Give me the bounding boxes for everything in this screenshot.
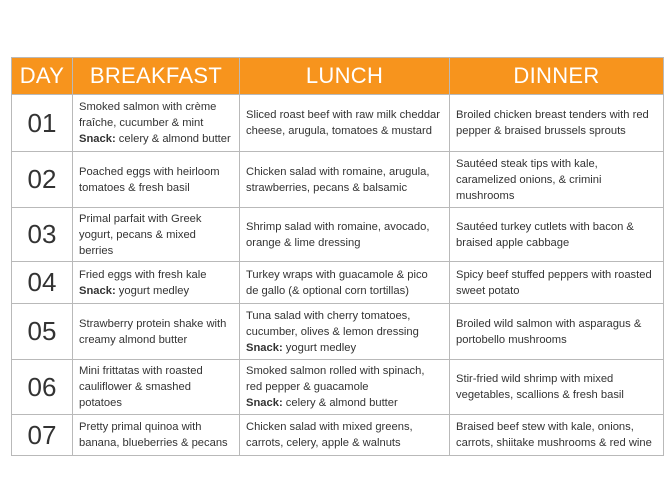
dinner-cell bbox=[450, 415, 664, 456]
dinner-text: Sautéed turkey cutlets with bacon & braised apple cabbage bbox=[456, 220, 634, 249]
lunch-cell bbox=[240, 360, 450, 415]
lunch-text: Turkey wraps with guacamole & pico de gallo (& optional corn tortillas) bbox=[246, 268, 428, 297]
lunch-text: Chicken salad with romaine, arugula, strawberries, pecans & balsamic bbox=[246, 165, 430, 194]
snack-text: celery & almond butter bbox=[118, 133, 231, 145]
dinner-text: Braised beef stew with kale, onions, carrots, shiitake mushrooms & red wine bbox=[456, 421, 652, 449]
day-row bbox=[12, 262, 664, 304]
dinner-cell bbox=[450, 262, 664, 304]
day-column-header: DAY bbox=[12, 58, 73, 95]
dinner-cell bbox=[450, 208, 664, 262]
snack-label: Snack: bbox=[246, 397, 283, 409]
day-number: 01 bbox=[12, 95, 73, 152]
lunch-column-header: LUNCH bbox=[240, 58, 450, 95]
dinner-cell bbox=[450, 360, 664, 415]
breakfast-text: Pretty primal quinoa with banana, blueberries & pecans bbox=[79, 421, 228, 449]
day-row bbox=[12, 208, 664, 262]
dinner-cell bbox=[450, 304, 664, 360]
breakfast-cell bbox=[73, 360, 240, 415]
breakfast-text: Smoked salmon with crème fraîche, cucumber & mint bbox=[79, 101, 217, 129]
lunch-text: Chicken salad with mixed greens, carrots, celery, apple & walnuts bbox=[246, 421, 413, 449]
lunch-text: Tuna salad with cherry tomatoes, cucumber, olives & lemon dressing bbox=[246, 309, 419, 338]
breakfast-cell bbox=[73, 152, 240, 208]
day-number: 05 bbox=[12, 304, 73, 360]
dinner-text: Stir-fried wild shrimp with mixed vegetables, scallions & fresh basil bbox=[456, 373, 624, 401]
lunch-text: Sliced roast beef with raw milk cheddar cheese, arugula, tomatoes & mustard bbox=[246, 109, 441, 137]
lunch-text: Smoked salmon rolled with spinach, red pepper & guacamole bbox=[246, 365, 425, 393]
breakfast-column-header: BREAKFAST bbox=[73, 58, 240, 95]
snack-label: Snack: bbox=[79, 284, 116, 297]
day-row bbox=[12, 415, 664, 456]
breakfast-text: Primal parfait with Greek yogurt, pecans & mixed berries bbox=[79, 212, 202, 257]
day-number: 07 bbox=[12, 415, 73, 456]
breakfast-cell bbox=[73, 304, 240, 360]
breakfast-cell bbox=[73, 415, 240, 456]
snack-text: yogurt medley bbox=[118, 284, 190, 297]
snack-text: yogurt medley bbox=[285, 341, 357, 354]
header-row bbox=[12, 58, 664, 95]
snack-text: celery & almond butter bbox=[285, 397, 398, 409]
dinner-column-header: DINNER bbox=[450, 58, 664, 95]
day-row bbox=[12, 360, 664, 415]
day-number: 03 bbox=[12, 208, 73, 262]
breakfast-text: Strawberry protein shake with creamy almond butter bbox=[79, 317, 227, 346]
day-row bbox=[12, 95, 664, 152]
breakfast-cell bbox=[73, 262, 240, 304]
day-row bbox=[12, 304, 664, 360]
dinner-text: Broiled chicken breast tenders with red pepper & braised brussels sprouts bbox=[456, 109, 649, 137]
snack-label: Snack: bbox=[79, 133, 116, 145]
lunch-cell bbox=[240, 415, 450, 456]
breakfast-text: Mini frittatas with roasted cauliflower & smashed potatoes bbox=[79, 365, 203, 409]
lunch-cell bbox=[240, 304, 450, 360]
breakfast-text: Poached eggs with heirloom tomatoes & fresh basil bbox=[79, 165, 220, 194]
lunch-cell bbox=[240, 262, 450, 304]
day-number: 04 bbox=[12, 262, 73, 304]
day-number: 06 bbox=[12, 360, 73, 415]
breakfast-text: Fried eggs with fresh kale bbox=[79, 268, 207, 281]
dinner-cell bbox=[450, 152, 664, 208]
breakfast-cell bbox=[73, 95, 240, 152]
dinner-cell bbox=[450, 95, 664, 152]
meal-plan-table bbox=[11, 57, 664, 456]
snack-label: Snack: bbox=[246, 341, 283, 354]
day-row bbox=[12, 152, 664, 208]
lunch-cell bbox=[240, 152, 450, 208]
dinner-text: Sautéed steak tips with kale, caramelized onions, & crimini mushrooms bbox=[456, 157, 602, 202]
lunch-cell bbox=[240, 208, 450, 262]
dinner-text: Broiled wild salmon with asparagus & portobello mushrooms bbox=[456, 317, 642, 346]
breakfast-cell bbox=[73, 208, 240, 262]
day-number: 02 bbox=[12, 152, 73, 208]
dinner-text: Spicy beef stuffed peppers with roasted sweet potato bbox=[456, 268, 652, 297]
lunch-cell bbox=[240, 95, 450, 152]
lunch-text: Shrimp salad with romaine, avocado, orange & lime dressing bbox=[246, 220, 430, 249]
